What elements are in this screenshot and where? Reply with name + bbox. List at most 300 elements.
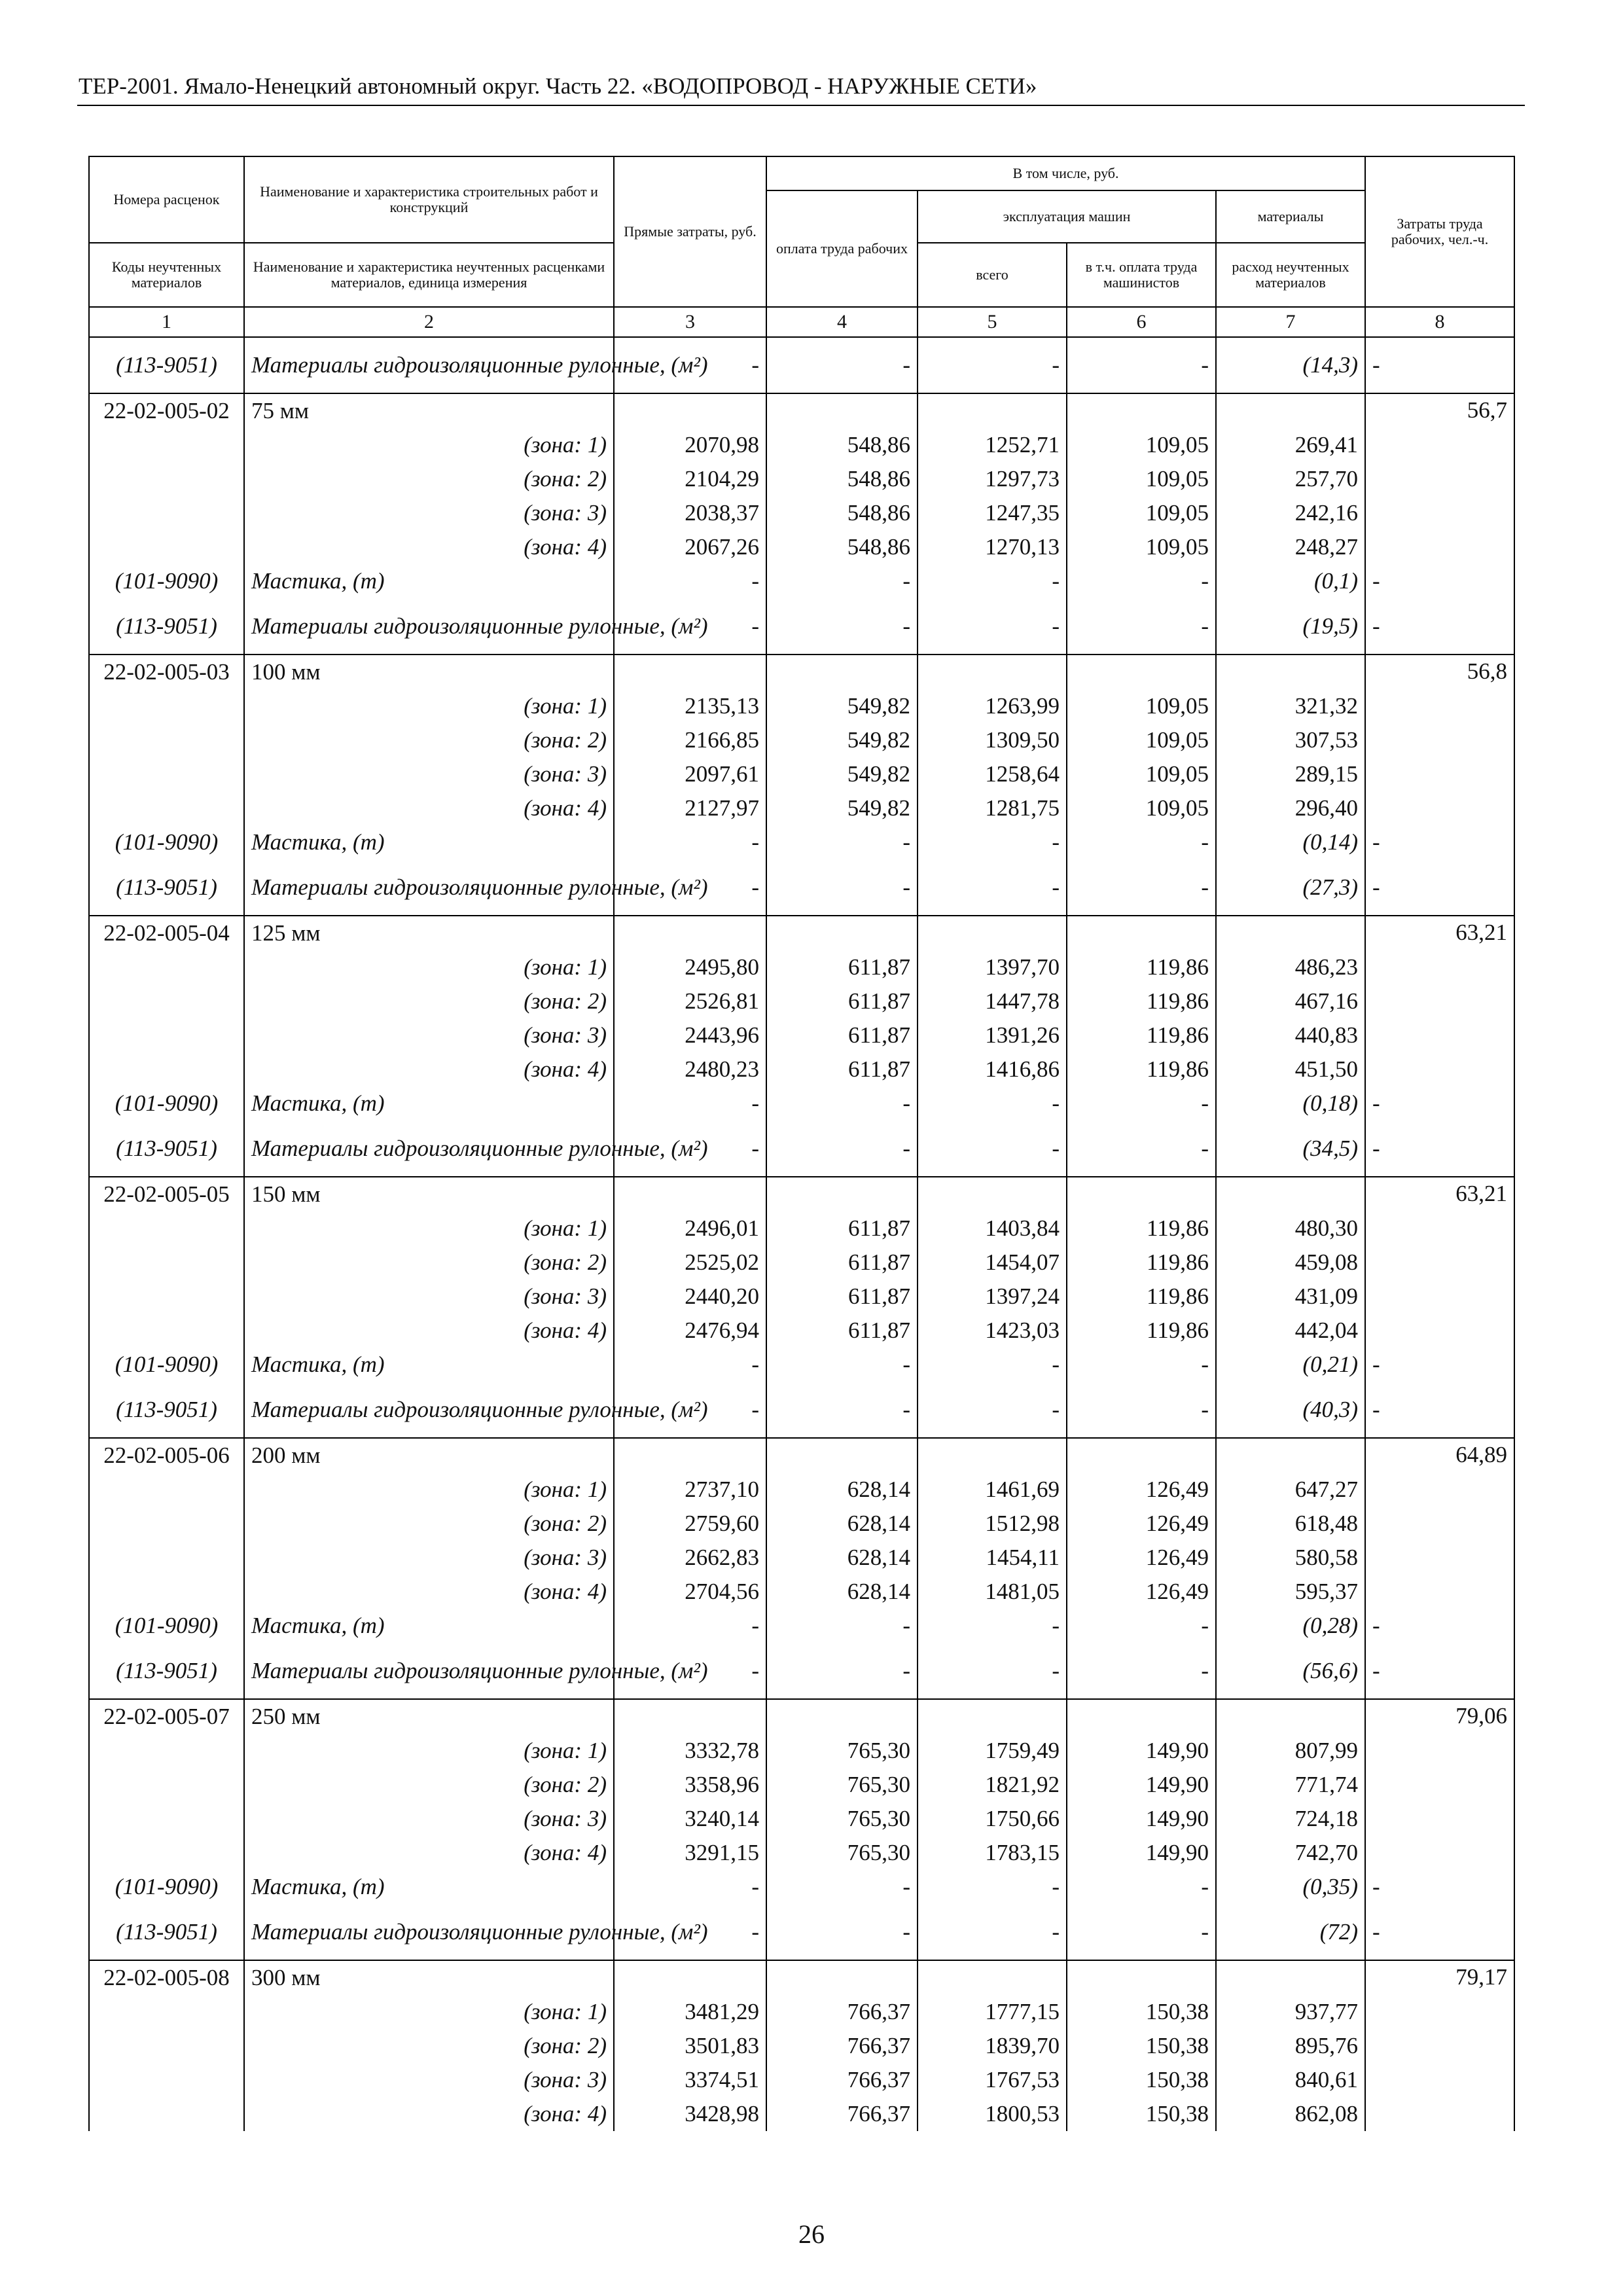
material-dash: - xyxy=(766,1609,918,1643)
page-number: 26 xyxy=(798,2219,825,2249)
labor-cost: 79,06 xyxy=(1365,1699,1514,1734)
material-dash: - xyxy=(1067,564,1216,598)
operator-pay: 109,05 xyxy=(1067,689,1216,723)
rate-code: 22-02-005-02 xyxy=(89,393,244,428)
materials-cost: 242,16 xyxy=(1216,496,1365,530)
operator-pay: 119,86 xyxy=(1067,1246,1216,1280)
machines-total: 1777,15 xyxy=(918,1995,1067,2029)
zone-label: (зона: 4) xyxy=(244,1314,614,1348)
direct-cost: 2104,29 xyxy=(614,462,766,496)
material-dash: - xyxy=(1067,825,1216,859)
zone-label: (зона: 1) xyxy=(244,950,614,984)
machines-total: 1447,78 xyxy=(918,984,1067,1018)
empty-cell xyxy=(89,1246,244,1280)
material-dash: - xyxy=(614,1121,766,1177)
empty-cell xyxy=(89,1575,244,1609)
empty-cell xyxy=(918,1177,1067,1211)
machines-total: 1481,05 xyxy=(918,1575,1067,1609)
material-dash: - xyxy=(918,1904,1067,1960)
operator-pay: 126,49 xyxy=(1067,1575,1216,1609)
material-dash: - xyxy=(1067,1382,1216,1438)
materials-cost: 257,70 xyxy=(1216,462,1365,496)
worker-pay: 628,14 xyxy=(766,1575,918,1609)
material-quantity: (14,3) xyxy=(1216,337,1365,393)
empty-cell xyxy=(614,393,766,428)
material-name: Материалы гидроизоляционные рулонные, (м²) xyxy=(244,1121,614,1177)
zone-row xyxy=(89,1836,1514,1870)
machines-total: 1512,98 xyxy=(918,1507,1067,1541)
zone-row xyxy=(89,757,1514,791)
empty-cell xyxy=(766,1438,918,1473)
zone-row xyxy=(89,1314,1514,1348)
zone-label: (зона: 2) xyxy=(244,984,614,1018)
column-number-row xyxy=(89,307,1514,337)
column-number: 4 xyxy=(766,307,918,337)
direct-cost: 3428,98 xyxy=(614,2097,766,2131)
material-labor-dash: - xyxy=(1365,859,1514,916)
empty-cell xyxy=(89,2029,244,2063)
empty-cell xyxy=(89,723,244,757)
column-number: 6 xyxy=(1067,307,1216,337)
material-dash: - xyxy=(766,564,918,598)
operator-pay: 126,49 xyxy=(1067,1507,1216,1541)
material-dash: - xyxy=(918,1643,1067,1699)
rate-code: 22-02-005-03 xyxy=(89,655,244,689)
empty-cell xyxy=(1067,916,1216,950)
operator-pay: 119,86 xyxy=(1067,950,1216,984)
empty-cell xyxy=(766,1699,918,1734)
rate-size: 300 мм xyxy=(244,1960,614,1995)
empty-cell xyxy=(1067,1438,1216,1473)
worker-pay: 766,37 xyxy=(766,2097,918,2131)
direct-cost: 2662,83 xyxy=(614,1541,766,1575)
zone-row xyxy=(89,1211,1514,1246)
material-name: Материалы гидроизоляционные рулонные, (м²) xyxy=(244,1382,614,1438)
empty-cell xyxy=(1365,1734,1514,1768)
zone-label: (зона: 2) xyxy=(244,1507,614,1541)
material-dash: - xyxy=(1067,1086,1216,1121)
materials-cost: 480,30 xyxy=(1216,1211,1365,1246)
operator-pay: 109,05 xyxy=(1067,462,1216,496)
empty-cell xyxy=(614,916,766,950)
machines-total: 1270,13 xyxy=(918,530,1067,564)
empty-cell xyxy=(766,1177,918,1211)
worker-pay: 611,87 xyxy=(766,1052,918,1086)
material-name: Мастика, (т) xyxy=(244,1609,614,1643)
material-dash: - xyxy=(766,859,918,916)
empty-cell xyxy=(1216,655,1365,689)
machines-total: 1247,35 xyxy=(918,496,1067,530)
rate-header-row xyxy=(89,393,1514,428)
material-row xyxy=(89,564,1514,598)
direct-cost: 2737,10 xyxy=(614,1473,766,1507)
header-rule xyxy=(77,105,1525,106)
zone-row xyxy=(89,462,1514,496)
machines-total: 1297,73 xyxy=(918,462,1067,496)
material-labor-dash: - xyxy=(1365,1086,1514,1121)
operator-pay: 119,86 xyxy=(1067,1314,1216,1348)
empty-cell xyxy=(89,689,244,723)
worker-pay: 549,82 xyxy=(766,757,918,791)
zone-label: (зона: 2) xyxy=(244,1768,614,1802)
worker-pay: 611,87 xyxy=(766,1211,918,1246)
empty-cell xyxy=(89,1507,244,1541)
empty-cell xyxy=(1365,689,1514,723)
empty-cell xyxy=(1365,1314,1514,1348)
rate-code: 22-02-005-05 xyxy=(89,1177,244,1211)
zone-row xyxy=(89,791,1514,825)
operator-pay: 119,86 xyxy=(1067,1052,1216,1086)
column-number: 2 xyxy=(244,307,614,337)
labor-cost: 63,21 xyxy=(1365,1177,1514,1211)
machines-total: 1403,84 xyxy=(918,1211,1067,1246)
zone-label: (зона: 3) xyxy=(244,1280,614,1314)
material-labor-dash: - xyxy=(1365,1382,1514,1438)
direct-cost: 2495,80 xyxy=(614,950,766,984)
direct-cost: 3481,29 xyxy=(614,1995,766,2029)
material-row xyxy=(89,1643,1514,1699)
operator-pay: 150,38 xyxy=(1067,2029,1216,2063)
empty-cell xyxy=(614,655,766,689)
machines-total: 1423,03 xyxy=(918,1314,1067,1348)
materials-cost: 862,08 xyxy=(1216,2097,1365,2131)
empty-cell xyxy=(1067,393,1216,428)
materials-cost: 440,83 xyxy=(1216,1018,1365,1052)
material-code: (113-9051) xyxy=(89,1904,244,1960)
machines-total: 1281,75 xyxy=(918,791,1067,825)
zone-label: (зона: 1) xyxy=(244,1473,614,1507)
direct-cost: 3358,96 xyxy=(614,1768,766,1802)
materials-cost: 937,77 xyxy=(1216,1995,1365,2029)
empty-cell xyxy=(89,496,244,530)
empty-cell xyxy=(1365,984,1514,1018)
empty-cell xyxy=(918,1438,1067,1473)
material-row xyxy=(89,1086,1514,1121)
material-dash: - xyxy=(1067,337,1216,393)
zone-label: (зона: 1) xyxy=(244,1734,614,1768)
rate-header-row xyxy=(89,1177,1514,1211)
rate-code: 22-02-005-08 xyxy=(89,1960,244,1995)
column-number: 1 xyxy=(89,307,244,337)
worker-pay: 549,82 xyxy=(766,791,918,825)
material-dash: - xyxy=(614,1870,766,1904)
direct-cost: 3501,83 xyxy=(614,2029,766,2063)
machines-total: 1839,70 xyxy=(918,2029,1067,2063)
empty-cell xyxy=(766,393,918,428)
material-dash: - xyxy=(766,337,918,393)
zone-label: (зона: 4) xyxy=(244,791,614,825)
zone-row xyxy=(89,689,1514,723)
zone-row xyxy=(89,2097,1514,2131)
operator-pay: 109,05 xyxy=(1067,757,1216,791)
material-name: Мастика, (т) xyxy=(244,825,614,859)
machines-total: 1750,66 xyxy=(918,1802,1067,1836)
material-code: (113-9051) xyxy=(89,598,244,655)
material-dash: - xyxy=(614,1382,766,1438)
header-material-codes: Коды неучтенных материалов xyxy=(89,243,244,307)
material-quantity: (0,35) xyxy=(1216,1870,1365,1904)
material-code: (101-9090) xyxy=(89,1348,244,1382)
material-quantity: (0,21) xyxy=(1216,1348,1365,1382)
material-dash: - xyxy=(614,859,766,916)
materials-cost: 269,41 xyxy=(1216,428,1365,462)
empty-cell xyxy=(89,1052,244,1086)
material-quantity: (19,5) xyxy=(1216,598,1365,655)
machines-total: 1454,11 xyxy=(918,1541,1067,1575)
material-row xyxy=(89,825,1514,859)
material-dash: - xyxy=(614,564,766,598)
machines-total: 1759,49 xyxy=(918,1734,1067,1768)
empty-cell xyxy=(89,462,244,496)
zone-row xyxy=(89,1575,1514,1609)
material-name: Мастика, (т) xyxy=(244,1348,614,1382)
material-quantity: (0,18) xyxy=(1216,1086,1365,1121)
material-code: (113-9051) xyxy=(89,1121,244,1177)
material-name: Материалы гидроизоляционные рулонные, (м²) xyxy=(244,337,614,393)
labor-cost: 56,8 xyxy=(1365,655,1514,689)
materials-cost: 307,53 xyxy=(1216,723,1365,757)
worker-pay: 611,87 xyxy=(766,984,918,1018)
column-number: 8 xyxy=(1365,307,1514,337)
rates-table xyxy=(88,156,1515,2131)
empty-cell xyxy=(1365,1541,1514,1575)
operator-pay: 109,05 xyxy=(1067,428,1216,462)
operator-pay: 109,05 xyxy=(1067,530,1216,564)
zone-label: (зона: 1) xyxy=(244,1211,614,1246)
rate-header-row xyxy=(89,1699,1514,1734)
material-dash: - xyxy=(766,1870,918,1904)
zone-label: (зона: 1) xyxy=(244,689,614,723)
worker-pay: 548,86 xyxy=(766,530,918,564)
empty-cell xyxy=(1216,916,1365,950)
operator-pay: 150,38 xyxy=(1067,1995,1216,2029)
materials-cost: 580,58 xyxy=(1216,1541,1365,1575)
worker-pay: 611,87 xyxy=(766,1280,918,1314)
material-dash: - xyxy=(766,825,918,859)
machines-total: 1258,64 xyxy=(918,757,1067,791)
material-dash: - xyxy=(766,1904,918,1960)
material-labor-dash: - xyxy=(1365,1904,1514,1960)
material-quantity: (0,1) xyxy=(1216,564,1365,598)
rate-header-row xyxy=(89,916,1514,950)
empty-cell xyxy=(89,1473,244,1507)
zone-row xyxy=(89,428,1514,462)
empty-cell xyxy=(89,791,244,825)
worker-pay: 548,86 xyxy=(766,428,918,462)
material-dash: - xyxy=(918,825,1067,859)
rate-code: 22-02-005-06 xyxy=(89,1438,244,1473)
material-dash: - xyxy=(918,564,1067,598)
zone-label: (зона: 4) xyxy=(244,1575,614,1609)
empty-cell xyxy=(1216,1699,1365,1734)
empty-cell xyxy=(614,1960,766,1995)
zone-row xyxy=(89,1280,1514,1314)
direct-cost: 2526,81 xyxy=(614,984,766,1018)
empty-cell xyxy=(1216,393,1365,428)
operator-pay: 126,49 xyxy=(1067,1473,1216,1507)
zone-row xyxy=(89,1246,1514,1280)
direct-cost: 2443,96 xyxy=(614,1018,766,1052)
material-dash: - xyxy=(918,1382,1067,1438)
empty-cell xyxy=(1365,1507,1514,1541)
zone-label: (зона: 1) xyxy=(244,428,614,462)
material-quantity: (34,5) xyxy=(1216,1121,1365,1177)
material-dash: - xyxy=(1067,1643,1216,1699)
worker-pay: 765,30 xyxy=(766,1836,918,1870)
rate-header-row xyxy=(89,1960,1514,1995)
worker-pay: 611,87 xyxy=(766,1246,918,1280)
materials-cost: 595,37 xyxy=(1216,1575,1365,1609)
empty-cell xyxy=(1365,1246,1514,1280)
zone-row xyxy=(89,496,1514,530)
direct-cost: 3240,14 xyxy=(614,1802,766,1836)
material-dash: - xyxy=(766,1382,918,1438)
worker-pay: 628,14 xyxy=(766,1541,918,1575)
zone-label: (зона: 3) xyxy=(244,1541,614,1575)
empty-cell xyxy=(1216,1438,1365,1473)
materials-cost: 467,16 xyxy=(1216,984,1365,1018)
empty-cell xyxy=(89,2063,244,2097)
empty-cell xyxy=(1365,462,1514,496)
empty-cell xyxy=(1365,428,1514,462)
empty-cell xyxy=(918,1699,1067,1734)
direct-cost: 2127,97 xyxy=(614,791,766,825)
material-name: Материалы гидроизоляционные рулонные, (м²) xyxy=(244,859,614,916)
operator-pay: 119,86 xyxy=(1067,984,1216,1018)
materials-cost: 618,48 xyxy=(1216,1507,1365,1541)
empty-cell xyxy=(918,1960,1067,1995)
direct-cost: 2067,26 xyxy=(614,530,766,564)
rate-code: 22-02-005-07 xyxy=(89,1699,244,1734)
material-row xyxy=(89,1382,1514,1438)
zone-row xyxy=(89,1768,1514,1802)
machines-total: 1309,50 xyxy=(918,723,1067,757)
material-code: (113-9051) xyxy=(89,859,244,916)
empty-cell xyxy=(1365,757,1514,791)
rate-size: 250 мм xyxy=(244,1699,614,1734)
zone-label: (зона: 2) xyxy=(244,2029,614,2063)
material-dash: - xyxy=(1067,1904,1216,1960)
operator-pay: 119,86 xyxy=(1067,1280,1216,1314)
operator-pay: 150,38 xyxy=(1067,2097,1216,2131)
empty-cell xyxy=(918,916,1067,950)
empty-cell xyxy=(89,1314,244,1348)
material-dash: - xyxy=(766,1086,918,1121)
empty-cell xyxy=(89,1734,244,1768)
zone-row xyxy=(89,1995,1514,2029)
material-labor-dash: - xyxy=(1365,825,1514,859)
material-dash: - xyxy=(918,1121,1067,1177)
empty-cell xyxy=(1067,655,1216,689)
empty-cell xyxy=(1365,1836,1514,1870)
zone-label: (зона: 2) xyxy=(244,462,614,496)
material-dash: - xyxy=(614,825,766,859)
worker-pay: 628,14 xyxy=(766,1507,918,1541)
material-dash: - xyxy=(918,598,1067,655)
empty-cell xyxy=(766,916,918,950)
zone-row xyxy=(89,984,1514,1018)
material-dash: - xyxy=(1067,1348,1216,1382)
material-dash: - xyxy=(614,1348,766,1382)
material-row xyxy=(89,1870,1514,1904)
worker-pay: 549,82 xyxy=(766,723,918,757)
empty-cell xyxy=(1067,1960,1216,1995)
empty-cell xyxy=(1365,1473,1514,1507)
table-header xyxy=(89,156,1514,307)
direct-cost: 2135,13 xyxy=(614,689,766,723)
worker-pay: 765,30 xyxy=(766,1768,918,1802)
materials-cost: 296,40 xyxy=(1216,791,1365,825)
material-labor-dash: - xyxy=(1365,1609,1514,1643)
material-dash: - xyxy=(766,1643,918,1699)
labor-cost: 64,89 xyxy=(1365,1438,1514,1473)
material-dash: - xyxy=(766,598,918,655)
header-direct-costs: Прямые затраты, руб. xyxy=(614,156,766,307)
zone-label: (зона: 2) xyxy=(244,723,614,757)
empty-cell xyxy=(1365,950,1514,984)
worker-pay: 766,37 xyxy=(766,2063,918,2097)
rate-size: 125 мм xyxy=(244,916,614,950)
empty-cell xyxy=(1365,1575,1514,1609)
direct-cost: 2525,02 xyxy=(614,1246,766,1280)
zone-label: (зона: 3) xyxy=(244,757,614,791)
zone-row xyxy=(89,1052,1514,1086)
operator-pay: 109,05 xyxy=(1067,496,1216,530)
empty-cell xyxy=(89,1768,244,1802)
header-materials: материалы xyxy=(1216,190,1365,243)
empty-cell xyxy=(1365,791,1514,825)
material-labor-dash: - xyxy=(1365,337,1514,393)
header-material-names: Наименование и характеристика неучтенных расценками материалов, единица измерения xyxy=(244,243,614,307)
empty-cell xyxy=(766,655,918,689)
material-name: Мастика, (т) xyxy=(244,1870,614,1904)
zone-row xyxy=(89,1734,1514,1768)
zone-label: (зона: 3) xyxy=(244,496,614,530)
material-row xyxy=(89,1609,1514,1643)
materials-cost: 840,61 xyxy=(1216,2063,1365,2097)
operator-pay: 119,86 xyxy=(1067,1018,1216,1052)
zone-label: (зона: 4) xyxy=(244,1836,614,1870)
empty-cell xyxy=(1365,1280,1514,1314)
empty-cell xyxy=(89,1280,244,1314)
empty-cell xyxy=(1365,1052,1514,1086)
direct-cost: 2704,56 xyxy=(614,1575,766,1609)
worker-pay: 611,87 xyxy=(766,1314,918,1348)
zone-row xyxy=(89,1541,1514,1575)
machines-total: 1767,53 xyxy=(918,2063,1067,2097)
zone-label: (зона: 2) xyxy=(244,1246,614,1280)
labor-cost: 56,7 xyxy=(1365,393,1514,428)
material-row xyxy=(89,859,1514,916)
material-quantity: (56,6) xyxy=(1216,1643,1365,1699)
material-dash: - xyxy=(614,337,766,393)
empty-cell xyxy=(89,950,244,984)
empty-cell xyxy=(1067,1699,1216,1734)
material-row xyxy=(89,598,1514,655)
worker-pay: 766,37 xyxy=(766,2029,918,2063)
material-labor-dash: - xyxy=(1365,598,1514,655)
material-labor-dash: - xyxy=(1365,1870,1514,1904)
direct-cost: 2166,85 xyxy=(614,723,766,757)
worker-pay: 548,86 xyxy=(766,462,918,496)
header-worker-pay: оплата труда рабочих xyxy=(766,190,918,307)
materials-cost: 451,50 xyxy=(1216,1052,1365,1086)
materials-cost: 647,27 xyxy=(1216,1473,1365,1507)
material-code: (101-9090) xyxy=(89,1086,244,1121)
materials-cost: 771,74 xyxy=(1216,1768,1365,1802)
empty-cell xyxy=(1365,496,1514,530)
material-code: (113-9051) xyxy=(89,337,244,393)
